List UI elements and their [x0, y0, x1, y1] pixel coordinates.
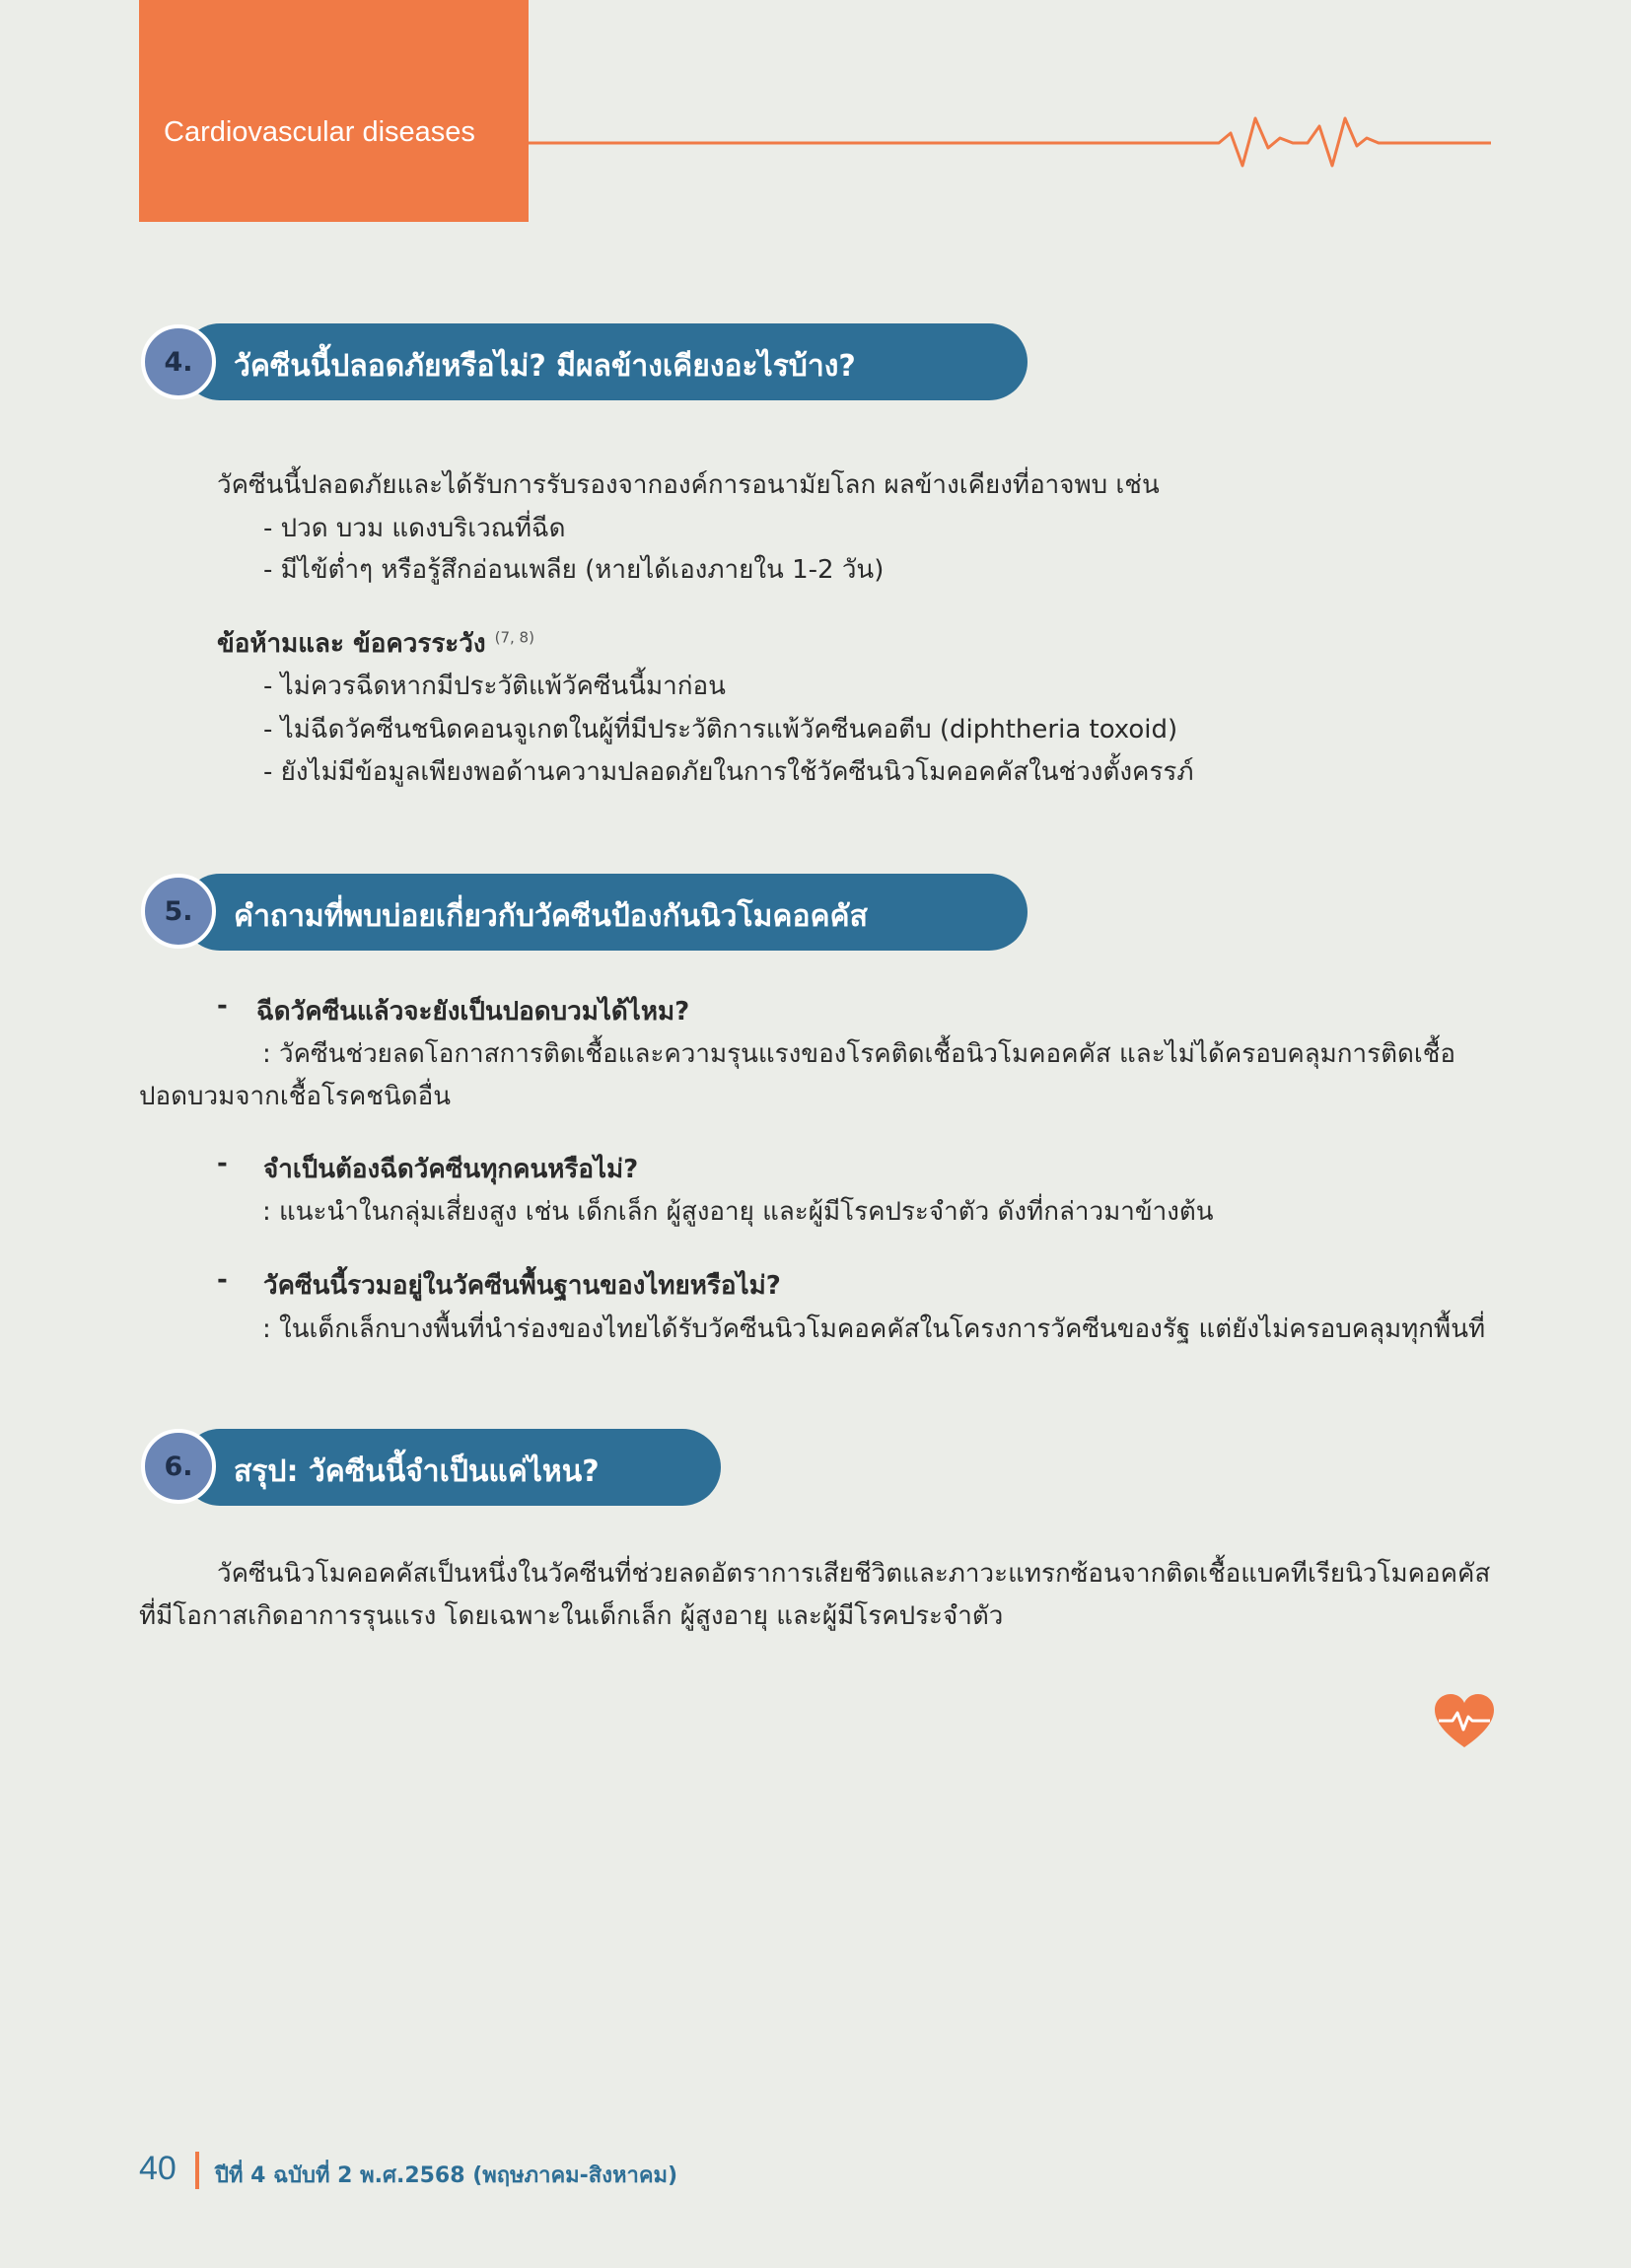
precautions-heading-text: ข้อห้ามและ ข้อควรระวัง: [217, 629, 486, 659]
precaution-item: - ยังไม่มีข้อมูลเพียงพอด้านความปลอดภัยในการใช้วัคซีนนิวโมคอคคัสในช่วงตั้งครรภ์: [263, 757, 1194, 787]
faq-dash: -: [217, 1265, 228, 1295]
faq-question: ฉีดวัคซีนแล้วจะยังเป็นปอดบวมได้ไหม?: [256, 997, 690, 1027]
faq-answer: : วัคซีนช่วยลดโอกาสการติดเชื้อและความรุนแรงของโรคติดเชื้อนิวโมคอคคัส และไม่ได้ครอบคลุมการติดเชื้อ: [262, 1039, 1456, 1069]
summary-text-continued: ที่มีโอกาสเกิดอาการรุนแรง โดยเฉพาะในเด็กเล็ก ผู้สูงอายุ และผู้มีโรคประจำตัว: [139, 1601, 1004, 1631]
header-block: [139, 0, 529, 222]
faq-answer-continued: ปอดบวมจากเชื้อโรคชนิดอื่น: [139, 1082, 451, 1111]
side-effect-item: - มีไข้ต่ำๆ หรือรู้สึกอ่อนเพลีย (หายได้เองภายใน 1-2 วัน): [263, 555, 885, 585]
issue-info: ปีที่ 4 ฉบับที่ 2 พ.ศ.2568 (พฤษภาคม-สิงหาคม): [215, 2163, 678, 2188]
faq-dash: -: [217, 1149, 228, 1178]
section-5-number: 5.: [141, 874, 216, 949]
precaution-item: - ไม่ฉีดวัคซีนชนิดคอนจูเกตในผู้ที่มีประวัติการแพ้วัคซีนคอตีบ (diphtheria toxoid): [263, 715, 1178, 744]
precaution-item: - ไม่ควรฉีดหากมีประวัติแพ้วัคซีนนี้มาก่อน: [263, 672, 726, 701]
faq-question: จำเป็นต้องฉีดวัคซีนทุกคนหรือไม่?: [263, 1155, 639, 1184]
footer-divider: [195, 2152, 199, 2189]
heartbeat-line-icon: [529, 108, 1495, 177]
precautions-reference: (7, 8): [494, 628, 534, 647]
faq-question: วัคซีนนี้รวมอยู่ในวัคซีนพื้นฐานของไทยหรือไม่?: [263, 1271, 781, 1301]
side-effect-item: - ปวด บวม แดงบริเวณที่ฉีด: [263, 514, 566, 543]
faq-answer: : แนะนำในกลุ่มเสี่ยงสูง เช่น เด็กเล็ก ผู้สูงอายุ และผู้มีโรคประจำตัว ดังที่กล่าวมาข้างต้น: [262, 1197, 1214, 1227]
page-number: 40: [139, 2150, 177, 2187]
section-4-title: วัคซีนนี้ปลอดภัยหรือไม่? มีผลข้างเคียงอะไรบ้าง?: [234, 349, 856, 384]
heart-pulse-icon: [1435, 1694, 1494, 1749]
faq-answer: : ในเด็กเล็กบางพื้นที่นำร่องของไทยได้รับวัคซีนนิวโมคอคคัสในโครงการวัคซีนของรัฐ แต่ยังไม่ครอบคลุมทุกพื้นที่: [262, 1314, 1486, 1344]
section-4-intro: วัคซีนนี้ปลอดภัยและได้รับการรับรองจากองค์การอนามัยโลก ผลข้างเคียงที่อาจพบ เช่น: [217, 470, 1160, 500]
precautions-heading: [217, 623, 534, 664]
faq-dash: -: [217, 991, 228, 1021]
section-4-number: 4.: [141, 324, 216, 399]
summary-text: วัคซีนนิวโมคอคคัสเป็นหนึ่งในวัคซีนที่ช่วยลดอัตราการเสียชีวิตและภาวะแทรกซ้อนจากติดเชื้อแบคทีเรียนิวโมคอคคัส: [217, 1559, 1491, 1589]
section-6-number: 6.: [141, 1429, 216, 1504]
header-title: Cardiovascular diseases: [164, 116, 475, 148]
section-6-title: สรุป: วัคซีนนี้จำเป็นแค่ไหน?: [234, 1454, 600, 1489]
section-5-title: คำถามที่พบบ่อยเกี่ยวกับวัคซีนป้องกันนิวโมคอคคัส: [234, 899, 868, 934]
